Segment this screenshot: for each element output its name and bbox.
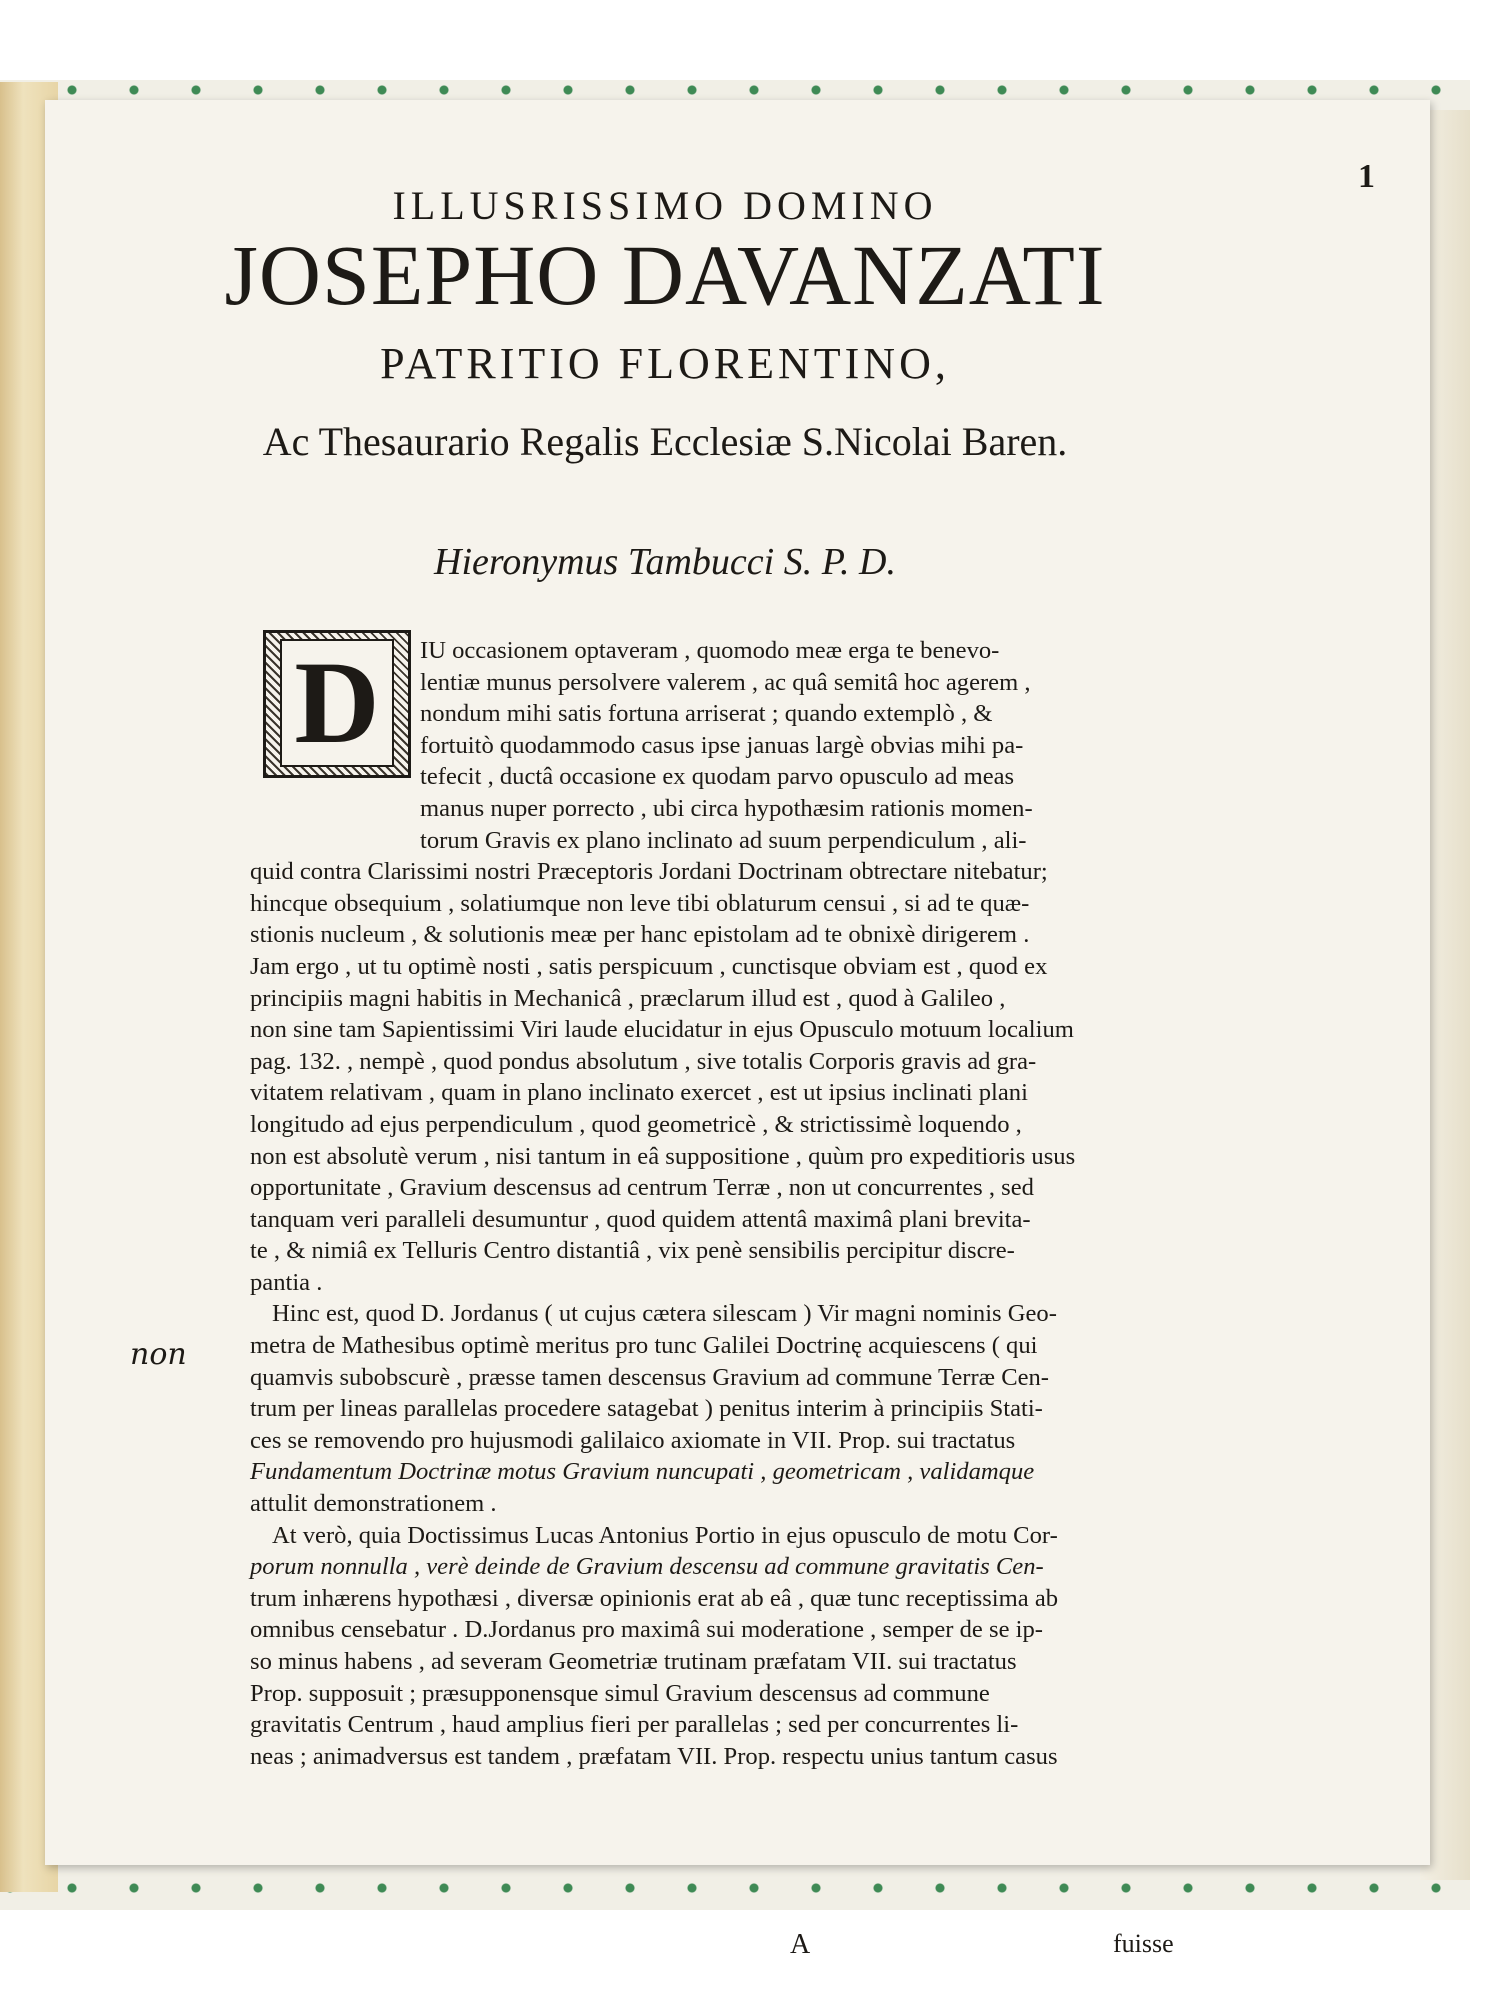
- body-line: IU occasionem optaveram , quomodo meæ erga te benevo-: [420, 637, 1000, 664]
- signature-mark: A: [790, 1929, 811, 1960]
- page-number: 1: [1358, 158, 1375, 195]
- body-line: nondum mihi satis fortuna arriserat ; quando extemplò , &: [420, 700, 993, 728]
- body-line: pag. 132. , nempè , quod pondus absolutum , sive totalis Corporis gravis ad gra-: [250, 1047, 1037, 1075]
- body-line: te , & nimiâ ex Telluris Centro distantiâ , vix penè sensibilis percipitur discre-: [250, 1237, 1015, 1265]
- body-line: non est absolutè verum , nisi tantum in eâ suppositione , quùm pro expeditioris usus: [250, 1142, 1076, 1170]
- body-line: longitudo ad ejus perpendiculum , quod geometricè , & strictissimè loquendo ,: [250, 1110, 1022, 1138]
- dedication-line-3: PATRITIO FLORENTINO,: [380, 339, 950, 388]
- body-line: principiis magni habitis in Mechanicâ , præclarum illud est , quod à Galileo ,: [250, 984, 1006, 1012]
- body-line: hincque obsequium , solatiumque non leve tibi oblaturum censui , si ad te quæ-: [250, 889, 1030, 917]
- body-line: non sine tam Sapientissimi Viri laude elucidatur in ejus Opusculo motuum localium: [250, 1016, 1074, 1044]
- dedication-line-1: ILLUSRISSIMO DOMINO: [392, 183, 938, 228]
- body-line: trum inhærens hypothæsi , diversæ opinionis erat ab eâ , quæ tunc receptissima ab: [250, 1584, 1059, 1612]
- body-line: metra de Mathesibus optimè meritus pro tunc Galilei Doctrinę acquiescens ( qui: [250, 1332, 1038, 1360]
- body-line: omnibus censebatur . D.Jordanus pro maximâ sui moderatione , semper de se ip-: [250, 1616, 1043, 1644]
- body-line: opportunitate , Gravium descensus ad centrum Terræ , non ut concurrentes , sed: [250, 1174, 1034, 1202]
- body-line: stionis nucleum , & solutionis meæ per hanc epistolam ad te obnixè dirigerem .: [250, 921, 1030, 949]
- body-line: quid contra Clarissimi nostri Præceptoris Jordani Doctrinam obtrectare nitebatur;: [250, 858, 1048, 886]
- body-line: porum nonnulla , verè deinde de Gravium descensu ad commune gravitatis Cen-: [250, 1553, 1044, 1581]
- body-line: At verò, quia Doctissimus Lucas Antonius Portio in ejus opusculo de motu Cor-: [272, 1521, 1058, 1549]
- body-line: trum per lineas parallelas procedere satagebat ) penitus interim à principiis Stati-: [250, 1395, 1043, 1423]
- body-line: torum Gravis ex plano inclinato ad suum perpendiculum , ali-: [420, 826, 1027, 854]
- body-line: attulit demonstrationem .: [250, 1490, 497, 1518]
- body-line: gravitatis Centrum , haud amplius fieri per parallelas ; sed per concurrentes li-: [250, 1711, 1019, 1739]
- dedication-line-4: Ac Thesaurario Regalis Ecclesiæ S.Nicolai Baren.: [262, 419, 1068, 464]
- body-line: quamvis subobscurè , præsse tamen descensus Gravium ad commune Terræ Cen-: [250, 1363, 1049, 1391]
- body-line: vitatem relativam , quam in plano inclinato exercet , est ut ipsius inclinati plani: [250, 1079, 1028, 1107]
- body-line: fortuitò quodammodo casus ipse januas largè obvias mihi pa-: [420, 731, 1024, 759]
- body-line: lentiæ munus persolvere valerem , ac quâ semitâ hoc agerem ,: [420, 668, 1031, 696]
- body-line: manus nuper porrecto , ubi circa hypothæsim rationis momen-: [420, 794, 1033, 822]
- printed-page: [45, 100, 1430, 1960]
- body-line: Hinc est, quod D. Jordanus ( ut cujus cætera silescam ) Vir magni nominis Geo-: [272, 1300, 1057, 1328]
- body-text: [250, 635, 1290, 1772]
- handwritten-margin-note: non: [130, 1337, 187, 1372]
- body-line: tanquam veri paralleli desumuntur , quod quidem attentâ maximâ plani brevita-: [250, 1205, 1031, 1233]
- body-line: Fundamentum Doctrinæ motus Gravium nuncupati , geometricam , validamque: [250, 1458, 1035, 1486]
- initial-letter: D: [280, 639, 394, 767]
- salutation: Hieronymus Tambucci S. P. D.: [434, 541, 896, 583]
- dedication-name: JOSEPHO DAVANZATI: [224, 227, 1106, 323]
- body-line: so minus habens , ad severam Geometriæ trutinam præfatam VII. sui tractatus: [250, 1648, 1017, 1675]
- body-line: tefecit , ductâ occasione ex quodam parvo opusculo ad meas: [420, 763, 1015, 791]
- body-line: pantia .: [250, 1268, 323, 1296]
- body-line: Jam ergo , ut tu optimè nosti , satis perspicuum , cunctisque obviam est , quod ex: [250, 952, 1048, 980]
- body-line: ces se removendo pro hujusmodi galilaico axiomate in VII. Prop. sui tractatus: [250, 1426, 1016, 1454]
- body-line: Prop. supposuit ; præsupponensque simul Gravium descensus ad commune: [250, 1679, 990, 1707]
- body-line: neas ; animadversus est tandem , præfatam VII. Prop. respectu unius tantum casus: [250, 1742, 1058, 1770]
- catchword: fuisse: [1113, 1929, 1174, 1958]
